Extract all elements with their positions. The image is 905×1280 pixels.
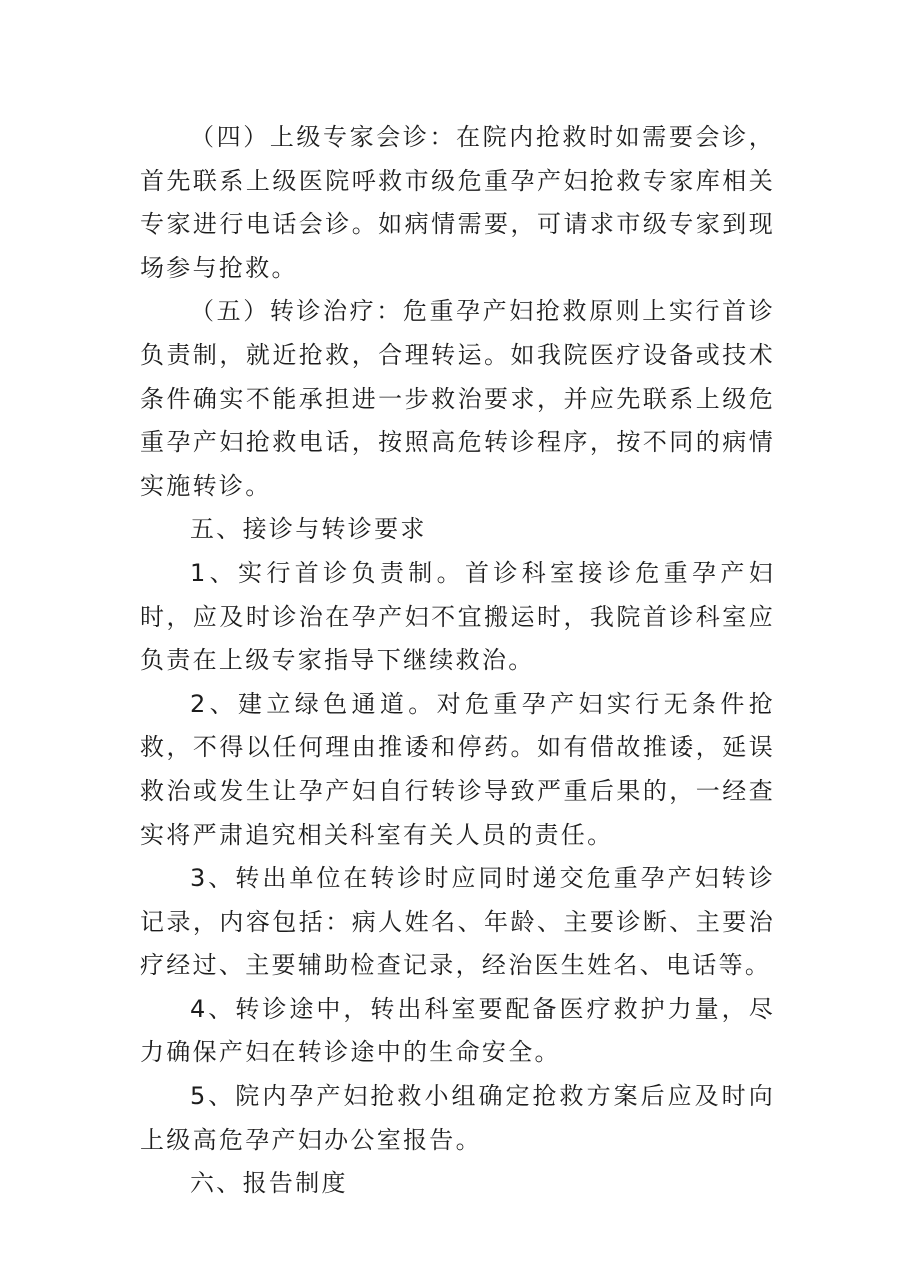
paragraph-expert-consultation: （四）上级专家会诊：在院内抢救时如需要会诊，首先联系上级医院呼救市级危重孕产妇抢救专家库相关专家进行电话会诊。如病情需要，可请求市级专家到现场参与抢救。 <box>140 123 775 282</box>
paragraph-item-4: 4、转诊途中，转出科室要配备医疗救护力量，尽力确保产妇在转诊途中的生命安全。 <box>140 994 775 1067</box>
document-body <box>140 116 775 1206</box>
paragraph-item-2: 2、建立绿色通道。对危重孕产妇实行无条件抢救，不得以任何理由推诿和停药。如有借故推诿，延误救治或发生让孕产妇自行转诊导致严重后果的，一经查实将严肃追究相关科室有关人员的责任。 <box>140 689 775 849</box>
paragraph-item-5: 5、院内孕产妇抢救小组确定抢救方案后应及时向上级高危孕产妇办公室报告。 <box>140 1082 775 1154</box>
paragraph-item-3: 3、转出单位在转诊时应同时递交危重孕产妇转诊记录，内容包括：病人姓名、年龄、主要诊断、主要治疗经过、主要辅助检查记录，经治医生姓名、电话等。 <box>140 864 775 980</box>
paragraph-referral-treatment: （五）转诊治疗：危重孕产妇抢救原则上实行首诊负责制，就近抢救，合理转运。如我院医疗设备或技术条件确实不能承担进一步救治要求，并应先联系上级危重孕产妇抢救电话，按照高危转诊程序，按不同的病情实施转诊。 <box>140 297 775 500</box>
paragraph-item-1: 1、实行首诊负责制。首诊科室接诊危重孕产妇时，应及时诊治在孕产妇不宜搬运时，我院首诊科室应负责在上级专家指导下继续救治。 <box>140 558 775 675</box>
section-heading-referral-requirements: 五、接诊与转诊要求 <box>190 515 427 544</box>
section-heading-reporting-system: 六、报告制度 <box>190 1169 348 1198</box>
